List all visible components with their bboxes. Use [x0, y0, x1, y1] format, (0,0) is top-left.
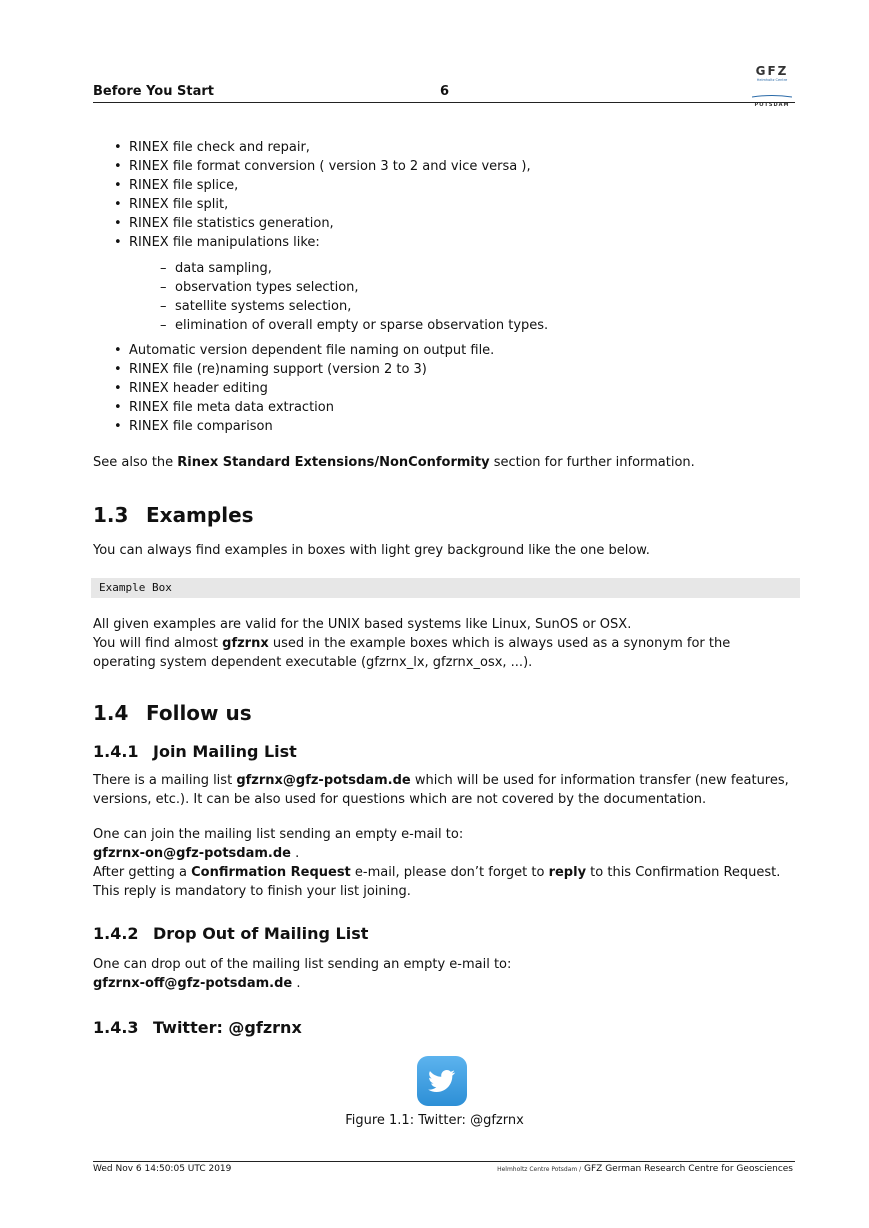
bullet-icon: • [114, 362, 122, 377]
header-section-title: Before You Start [93, 84, 214, 99]
join-paragraph: There is a mailing list gfzrnx@gfz-potsdam.de which will be used for information transfer (new features, versions, etc.). It can be also used for questions which are not covered by the documentation. [93, 773, 789, 807]
bullet-icon: • [114, 235, 122, 250]
logo-text: GFZ [755, 64, 789, 78]
list-item: – satellite systems selection, [160, 299, 352, 314]
list-item: • RINEX file meta data extraction [114, 400, 334, 415]
logo-location: POTSDAM [754, 102, 790, 108]
logo-subtext: Helmholtz Centre [756, 78, 788, 82]
header-rule [93, 102, 795, 103]
list-item: • RINEX file manipulations like: [114, 235, 320, 250]
list-item: • RINEX file comparison [114, 419, 273, 434]
header-page-number: 6 [440, 84, 450, 99]
list-item: • RINEX file check and repair, [114, 140, 310, 155]
list-item: • Automatic version dependent file naming on output file. [114, 343, 495, 358]
join-email[interactable]: gfzrnx-on@gfz-potsdam.de [93, 846, 291, 861]
bullet-icon: • [114, 343, 122, 358]
twitter-bird-icon[interactable] [417, 1056, 467, 1106]
bullet-icon: • [114, 419, 122, 434]
dash-icon: – [160, 299, 167, 314]
logo-swoosh-icon [752, 95, 792, 98]
drop-out-paragraph: One can drop out of the mailing list sending an empty e-mail to: gfzrnx-off@gfz-potsdam.de . [93, 957, 512, 991]
dash-icon: – [160, 318, 167, 333]
examples-description: All given examples are valid for the UNIX based systems like Linux, SunOS or OSX. You will find almost gfzrnx used in the example boxes which is always used as a synonym for the operating system dependent executable (gfzrnx_lx, gfzrnx_osx, ...). [93, 617, 731, 670]
list-item: • RINEX file splice, [114, 178, 239, 193]
example-box: Example Box [91, 578, 800, 598]
section-heading-examples: 1.3 Examples [93, 503, 254, 527]
list-item: • RINEX header editing [114, 381, 268, 396]
see-also-link[interactable]: Rinex Standard Extensions/NonConformity [177, 455, 490, 470]
manipulations-list [114, 259, 860, 335]
drop-out-email[interactable]: gfzrnx-off@gfz-potsdam.de [93, 976, 293, 991]
feature-list-2 [114, 341, 814, 436]
footer-timestamp: Wed Nov 6 14:50:05 UTC 2019 [93, 1164, 232, 1174]
bullet-icon: • [114, 381, 122, 396]
figure-caption: Figure 1.1: Twitter: @gfzrnx [345, 1113, 524, 1128]
list-item: • RINEX file split, [114, 197, 229, 212]
bullet-icon: • [114, 216, 122, 231]
list-item: • RINEX file (re)naming support (version 2 to 3) [114, 362, 427, 377]
join-instructions: One can join the mailing list sending an empty e-mail to: gfzrnx-on@gfz-potsdam.de . After getting a Confirmation Request e-mail, please don’t forget to reply to this Confirmation Request. This reply is mandatory to finish your list joining. [93, 827, 781, 899]
dash-icon: – [160, 280, 167, 295]
subsection-heading-drop-out: 1.4.2 Drop Out of Mailing List [93, 924, 369, 943]
list-item: – data sampling, [160, 261, 272, 276]
list-item: • RINEX file format conversion ( version 3 to 2 and vice versa ), [114, 159, 531, 174]
bullet-icon: • [114, 400, 122, 415]
subsection-heading-join: 1.4.1 Join Mailing List [93, 742, 297, 761]
bullet-icon: • [114, 197, 122, 212]
dash-icon: – [160, 261, 167, 276]
examples-intro: You can always find examples in boxes with light grey background like the one below. [93, 543, 650, 558]
bullet-icon: • [114, 140, 122, 155]
list-item: – observation types selection, [160, 280, 359, 295]
mailing-list-email[interactable]: gfzrnx@gfz-potsdam.de [236, 773, 411, 788]
list-item: • RINEX file statistics generation, [114, 216, 334, 231]
footer-rule [93, 1161, 795, 1162]
twitter-bird-icon [417, 1056, 467, 1106]
section-heading-follow-us: 1.4 Follow us [93, 701, 252, 725]
feature-list [114, 138, 814, 252]
subsection-heading-twitter: 1.4.3 Twitter: @gfzrnx [93, 1018, 302, 1037]
bullet-icon: • [114, 178, 122, 193]
bullet-icon: • [114, 159, 122, 174]
footer-organization: Helmholtz Centre Potsdam / GFZ German Research Centre for Geosciences [497, 1164, 793, 1174]
see-also-paragraph: See also the Rinex Standard Extensions/NonConformity section for further information. [93, 455, 695, 470]
list-item: – elimination of overall empty or sparse observation types. [160, 318, 549, 333]
